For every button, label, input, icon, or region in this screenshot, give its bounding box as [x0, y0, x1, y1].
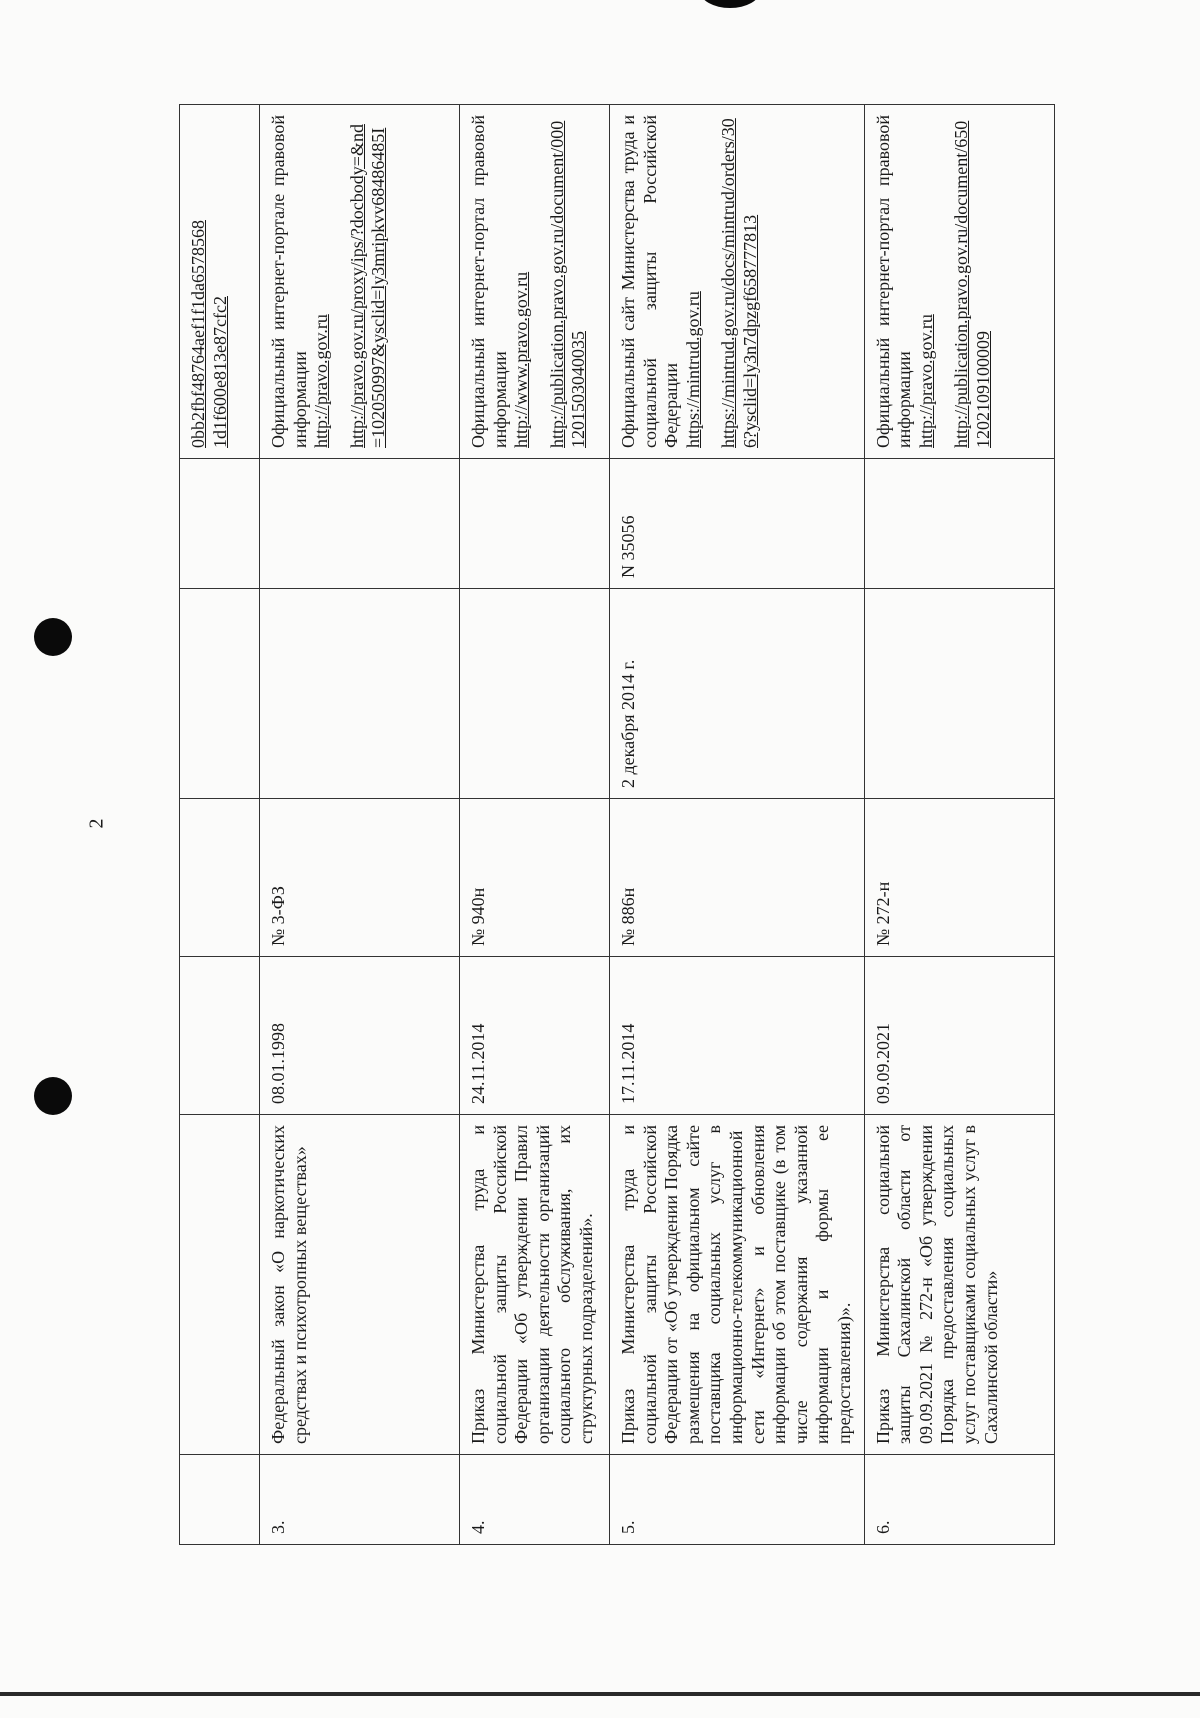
cell-num: 6.	[864, 1455, 1054, 1545]
cell-date: 08.01.1998	[260, 957, 460, 1115]
cell-date: 24.11.2014	[460, 957, 610, 1115]
cell-date: 17.11.2014	[610, 957, 865, 1115]
cell-name: Приказ Министерства труда и социальной защиты Российской Федерации «Об утверждении Правил организации деятельности организаций социального обслуживания, их структурных подразделений».	[460, 1115, 610, 1455]
source-link[interactable]: http://pravo.gov.ru	[311, 314, 332, 448]
source-link[interactable]: https://mintrud.gov.ru/docs/mintrud/orders/306?ysclid=ly3n7dpzgf658777813	[718, 118, 760, 448]
cell-name: Федеральный закон «О наркотических средствах и психотропных веществах»	[260, 1115, 460, 1455]
cell-num: 4.	[460, 1455, 610, 1545]
scan-blot	[700, 0, 760, 8]
legal-acts-table-wrapper	[179, 105, 1079, 1545]
cell-date: 09.09.2021	[864, 957, 1054, 1115]
cell-reg-date	[260, 589, 460, 799]
cell-name: Приказ Министерства труда и социальной защиты Российской Федерации от «Об утверждении Порядка размещения на официальном сайте поставщика социальных услуг в информационно-телекоммуникационной сети «Интернет» и обновления информации об этом поставщике (в том числе содержания указанной информации и формы ее предоставления)».	[610, 1115, 865, 1455]
cell-date	[180, 957, 260, 1115]
table-row	[864, 105, 1054, 1545]
cell-doc-no: № 940н	[460, 799, 610, 957]
cell-name: Приказ Министерства социальной защиты Сахалинской области от 09.09.2021 № 272-н «Об утверждении Порядка предоставления социальных услуг поставщиками социальных услуг в Сахалинской области»	[864, 1115, 1054, 1455]
cell-reg-no: N 35056	[610, 459, 865, 589]
cell-doc-no: № 3-ФЗ	[260, 799, 460, 957]
cell-num: 3.	[260, 1455, 460, 1545]
scan-edge-line	[0, 1692, 1200, 1696]
cell-reg-no	[460, 459, 610, 589]
cell-source	[610, 105, 865, 459]
cell-doc-no: № 272-н	[864, 799, 1054, 957]
punch-hole-top	[34, 618, 72, 656]
source-link[interactable]: http://publication.pravo.gov.ru/document/6501202109100009	[951, 120, 993, 448]
cell-name	[180, 1115, 260, 1455]
cell-reg-date	[180, 589, 260, 799]
cell-reg-date	[864, 589, 1054, 799]
cell-reg-date: 2 декабря 2014 г.	[610, 589, 865, 799]
source-text: Официальный интернет-портале правовой информации	[268, 115, 310, 448]
page-number: 2	[85, 818, 108, 829]
source-link[interactable]: 1d1f600e813e87cfc2	[209, 296, 230, 448]
cell-doc-no: № 886н	[610, 799, 865, 957]
table-row	[460, 105, 610, 1545]
cell-reg-no	[864, 459, 1054, 589]
cell-reg-no	[180, 459, 260, 589]
table-row-continuation	[180, 105, 260, 1545]
source-text: Официальный интернет-портал правовой информации	[468, 115, 510, 448]
table-row	[260, 105, 460, 1545]
source-text: Официальный сайт Министерства труда и социальной защиты Российской Федерации	[618, 115, 682, 448]
cell-num	[180, 1455, 260, 1545]
source-text: Официальный интернет-портал правовой информации	[872, 115, 915, 448]
source-link[interactable]: http://pravo.gov.ru	[915, 314, 936, 448]
table-row	[610, 105, 865, 1545]
cell-source	[864, 105, 1054, 459]
cell-reg-date	[460, 589, 610, 799]
source-link[interactable]: http://publication.pravo.gov.ru/document/0001201503040035	[546, 120, 589, 448]
source-link[interactable]: 0bb2fbf48764aef1f1da6578568	[188, 220, 208, 448]
cell-doc-no	[180, 799, 260, 957]
legal-acts-table	[179, 104, 1055, 1545]
cell-source	[260, 105, 460, 459]
punch-hole-bottom	[34, 1077, 72, 1115]
cell-num: 5.	[610, 1455, 865, 1545]
source-link[interactable]: http://www.pravo.gov.ru	[511, 271, 532, 448]
cell-source	[460, 105, 610, 459]
source-link[interactable]: https://mintrud.gov.ru	[682, 291, 703, 448]
cell-source	[180, 105, 260, 459]
source-link[interactable]: http://pravo.gov.ru/proxy/ips/?docbody=&nd=102050997&ysclid=ly3mripkvv68486485I	[346, 124, 389, 448]
cell-reg-no	[260, 459, 460, 589]
